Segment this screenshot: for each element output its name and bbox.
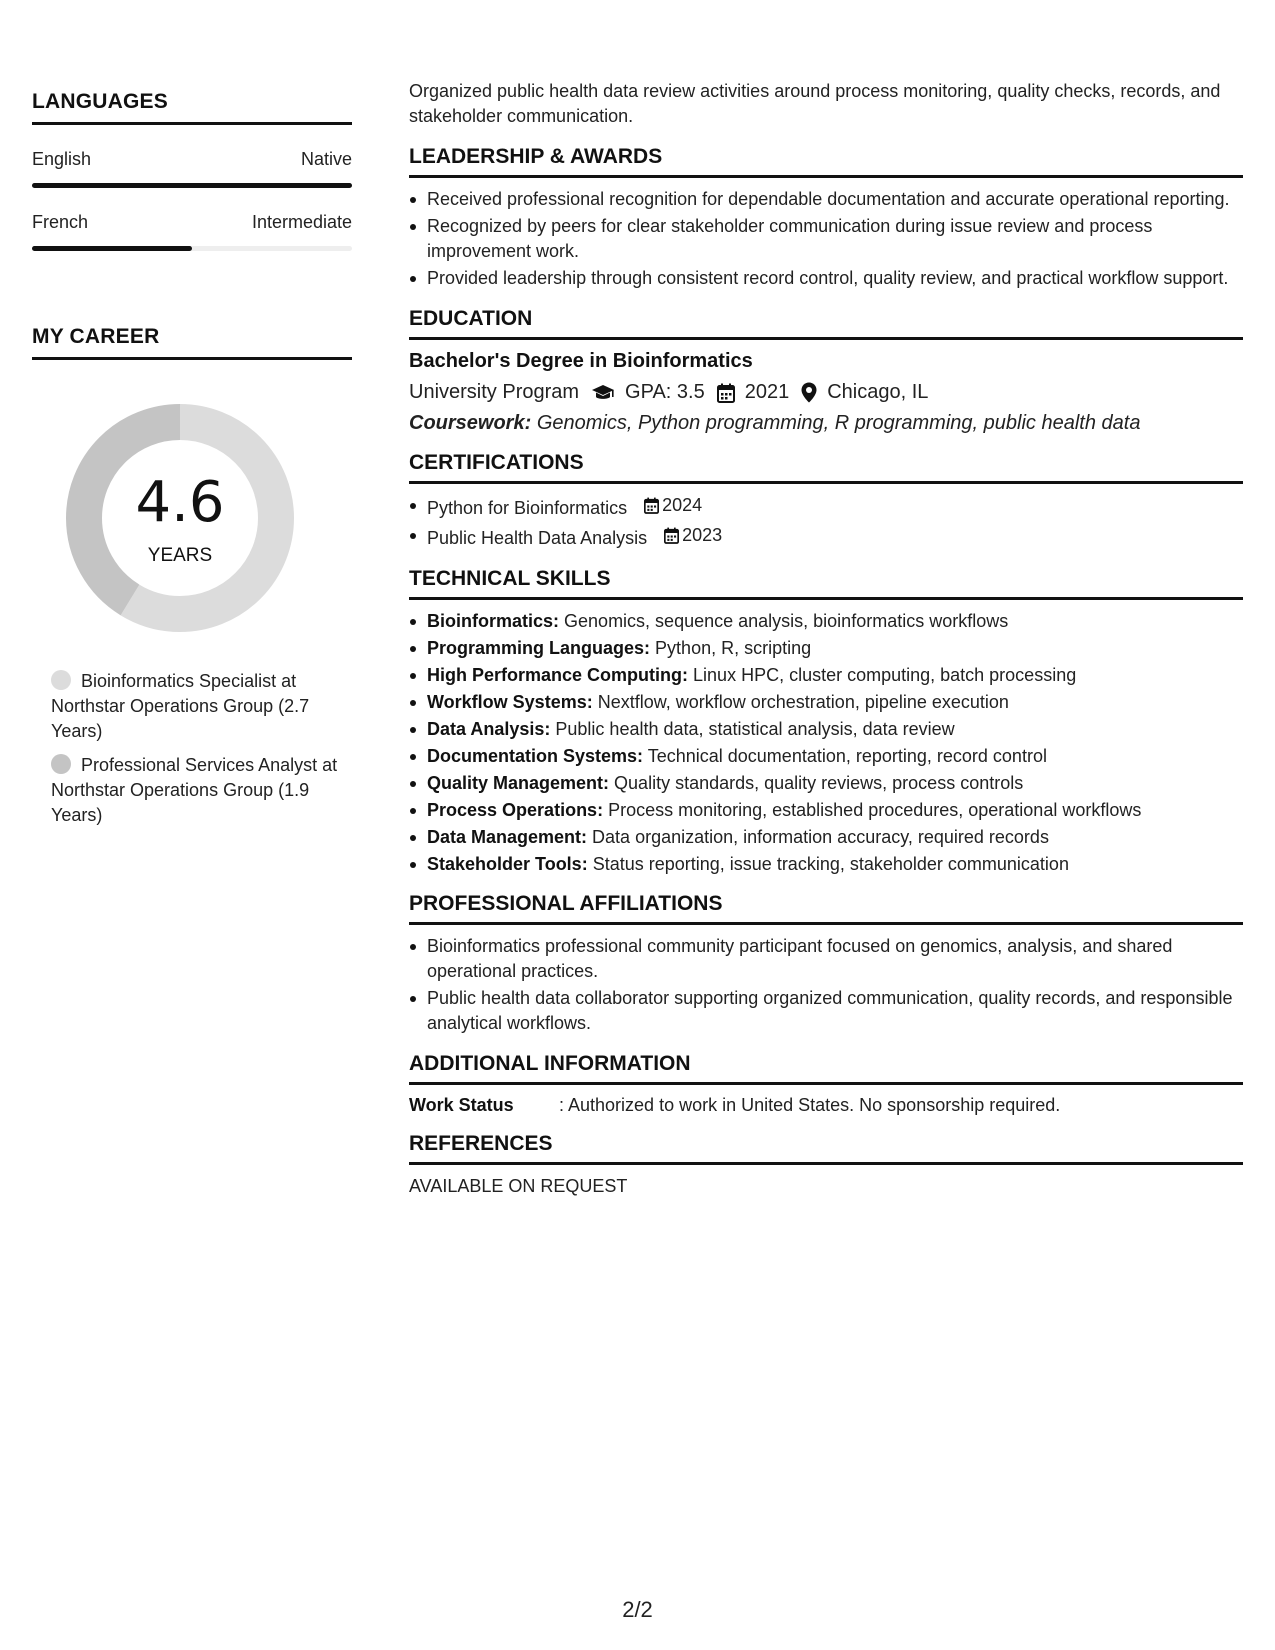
language-name: French: [32, 212, 89, 232]
skills-title: TECHNICAL SKILLS: [409, 567, 611, 590]
career-donut-chart: [65, 403, 295, 633]
skill-label: Stakeholder Tools:: [427, 854, 588, 874]
skill-item: [409, 744, 1243, 768]
certifications-title: CERTIFICATIONS: [409, 451, 584, 474]
skill-value: Nextflow, workflow orchestration, pipeline execution: [597, 692, 1009, 712]
language-item-english: [32, 149, 352, 188]
leadership-list: [409, 187, 1243, 291]
sidebar: [32, 90, 352, 837]
section-divider: [409, 481, 1243, 484]
skill-label: Quality Management:: [427, 773, 610, 793]
career-role-label: Bioinformatics Specialist at Northstar Operations Group (2.7 Years): [51, 671, 310, 741]
career-legend: [32, 669, 352, 828]
certification-item: [409, 523, 1243, 551]
skill-item: [409, 690, 1243, 714]
skills-section: [409, 567, 1243, 876]
education-title: EDUCATION: [409, 307, 533, 330]
legend-dot: [51, 670, 71, 690]
skill-label: Process Operations:: [427, 800, 604, 820]
education-degree: Bachelor's Degree in Bioinformatics: [409, 350, 753, 372]
graduation-cap-icon: [591, 384, 615, 402]
leadership-title: LEADERSHIP & AWARDS: [409, 145, 663, 168]
language-proficiency-fill: [32, 183, 352, 188]
skill-item: [409, 852, 1243, 876]
work-status-value: : Authorized to work in United States. No sponsorship required.: [559, 1095, 1061, 1115]
skill-label: Workflow Systems:: [427, 692, 593, 712]
education-section: [409, 307, 1243, 435]
calendar-icon: [664, 527, 679, 544]
career-total-unit: YEARS: [147, 545, 213, 566]
language-item-french: [32, 212, 352, 251]
skill-value: Linux HPC, cluster computing, batch processing: [693, 665, 1077, 685]
education-meta: [409, 381, 1243, 404]
certification-item: [409, 493, 1243, 521]
section-divider: [32, 122, 352, 125]
language-level: Intermediate: [251, 212, 352, 232]
career-role-label: Professional Services Analyst at Northstar Operations Group (1.9 Years): [51, 755, 338, 825]
languages-title: LANGUAGES: [32, 90, 168, 113]
language-proficiency-bar: [32, 246, 352, 251]
calendar-icon: [717, 383, 735, 403]
skill-value: Python, R, scripting: [655, 638, 812, 658]
skill-value: Quality standards, quality reviews, process controls: [614, 773, 1024, 793]
skill-value: Technical documentation, reporting, record control: [647, 746, 1047, 766]
certification-year: 2024: [662, 495, 703, 515]
skill-item: [409, 717, 1243, 741]
education-school: University Program: [409, 381, 580, 403]
skill-label: Bioinformatics:: [427, 611, 560, 631]
leadership-section: [409, 145, 1243, 291]
coursework-label: Coursework:: [409, 412, 532, 434]
skill-item: [409, 771, 1243, 795]
skill-label: Documentation Systems:: [427, 746, 644, 766]
main-content: [409, 79, 1243, 1197]
skill-label: Programming Languages:: [427, 638, 651, 658]
map-pin-icon: [801, 382, 817, 403]
affiliations-section: [409, 892, 1243, 1036]
education-location: Chicago, IL: [827, 381, 929, 403]
references-section: [409, 1132, 1243, 1197]
skill-item: [409, 663, 1243, 687]
calendar-icon: [644, 497, 659, 514]
additional-info-section: [409, 1052, 1243, 1116]
language-proficiency-fill: [32, 246, 192, 251]
intro-paragraph: Organized public health data review activities around process monitoring, quality checks, records, and stakeholder communication.: [409, 81, 1221, 126]
list-item: Public health data collaborator supporting organized communication, quality records, and responsible analytical workflows.: [409, 986, 1243, 1036]
certifications-section: [409, 451, 1243, 551]
language-name: English: [32, 149, 92, 169]
references-text: AVAILABLE ON REQUEST: [409, 1176, 628, 1196]
career-title: MY CAREER: [32, 325, 160, 348]
skill-label: High Performance Computing:: [427, 665, 689, 685]
language-level: Native: [300, 149, 352, 169]
skill-item: [409, 825, 1243, 849]
language-proficiency-bar: [32, 183, 352, 188]
coursework-value: Genomics, Python programming, R programming, public health data: [536, 412, 1141, 434]
skill-value: Process monitoring, established procedures, operational workflows: [608, 800, 1142, 820]
list-item: Bioinformatics professional community participant focused on genomics, analysis, and shared operational practices.: [409, 934, 1243, 984]
list-item: Recognized by peers for clear stakeholder communication during issue review and process improvement work.: [409, 214, 1243, 264]
legend-dot: [51, 754, 71, 774]
work-status-row: [409, 1095, 1243, 1116]
career-legend-item: [51, 753, 352, 828]
section-divider: [409, 922, 1243, 925]
additional-info-title: ADDITIONAL INFORMATION: [409, 1052, 691, 1075]
section-divider: [409, 597, 1243, 600]
career-section: [32, 325, 352, 828]
certifications-list: [409, 493, 1243, 551]
career-legend-item: [51, 669, 352, 744]
section-divider: [409, 1082, 1243, 1085]
skill-item: [409, 609, 1243, 633]
section-divider: [409, 337, 1243, 340]
section-divider: [409, 1162, 1243, 1165]
work-status-label: Work Status: [409, 1095, 514, 1115]
list-item: Provided leadership through consistent record control, quality review, and practical workflow support.: [409, 266, 1243, 291]
career-total-value: 4.6: [135, 470, 225, 535]
skill-value: Status reporting, issue tracking, stakeholder communication: [592, 854, 1069, 874]
certification-year: 2023: [682, 525, 723, 545]
skill-value: Genomics, sequence analysis, bioinformatics workflows: [564, 611, 1009, 631]
education-year: 2021: [744, 381, 790, 403]
certification-name: Public Health Data Analysis: [427, 528, 648, 548]
section-divider: [32, 357, 352, 360]
languages-section: [32, 90, 352, 251]
list-item: Received professional recognition for dependable documentation and accurate operational reporting.: [409, 187, 1243, 212]
skill-label: Data Management:: [427, 827, 588, 847]
certification-name: Python for Bioinformatics: [427, 498, 628, 518]
section-divider: [409, 175, 1243, 178]
skills-list: [409, 609, 1243, 876]
page-number: 2/2: [622, 1597, 653, 1622]
skill-value: Public health data, statistical analysis, data review: [555, 719, 955, 739]
skill-item: [409, 636, 1243, 660]
references-title: REFERENCES: [409, 1132, 553, 1155]
skill-label: Data Analysis:: [427, 719, 551, 739]
education-gpa: GPA: 3.5: [625, 381, 705, 403]
skill-value: Data organization, information accuracy, required records: [592, 827, 1049, 847]
affiliations-list: [409, 934, 1243, 1036]
affiliations-title: PROFESSIONAL AFFILIATIONS: [409, 892, 723, 915]
skill-item: [409, 798, 1243, 822]
education-coursework: [409, 412, 1243, 435]
